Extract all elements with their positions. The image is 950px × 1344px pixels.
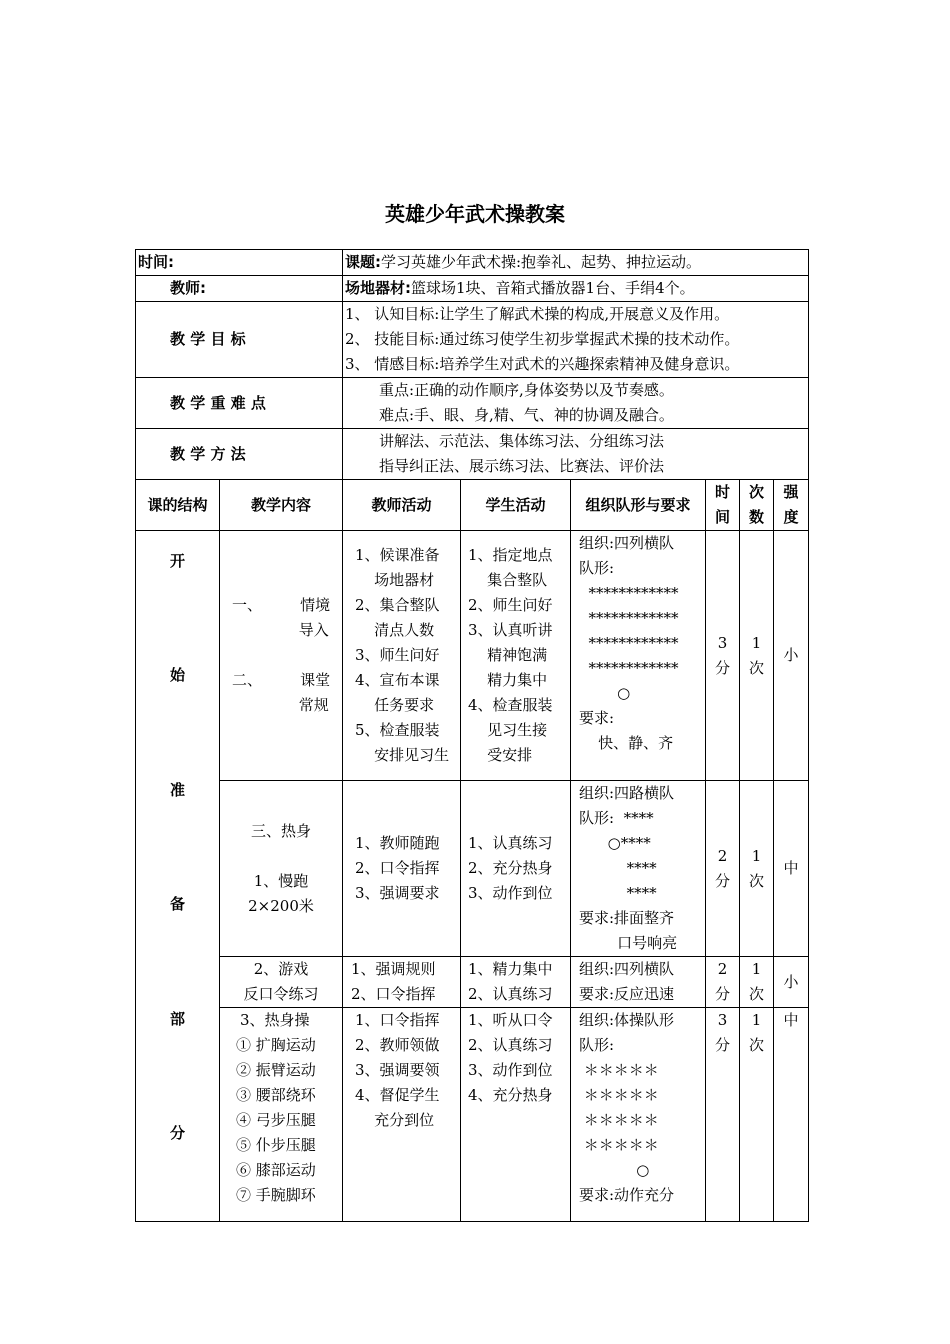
content-cell: 3、热身操 ① 扩胸运动 ② 振臂运动 ③ 腰部绕环 ④ 弓步压腿 ⑤ 仆步压腿 ⑥ 膝部运动 ⑦ 手腕脚环: [220, 1008, 343, 1222]
keypoints-row: [136, 378, 809, 429]
teacher-venue-row: [136, 276, 809, 302]
methods-cell: [343, 429, 809, 480]
goal-item: 1、 认知目标:让学生了解武术操的构成,开展意义及作用。: [345, 305, 730, 323]
page-title: 英雄少年武术操教案: [385, 202, 565, 226]
teacher-activity-cell: 1、强调规则 2、口令指挥: [343, 957, 461, 1008]
topic-cell: [343, 250, 809, 276]
methods-label: 教 学 方 法: [136, 429, 343, 480]
organization-cell: 组织:四列横队 要求:反应迅速: [571, 957, 706, 1008]
content-cell: 三、热身 1、慢跑 2×200米: [220, 781, 343, 957]
header-structure: 课的结构: [136, 480, 220, 531]
stage-cell: [136, 531, 220, 1222]
header-teacher: 教师活动: [343, 480, 461, 531]
organization-cell: 组织:四路横队 队形: **** ○**** **** **** 要求:排面整齐 口号响亮: [571, 781, 706, 957]
table-row: [136, 531, 809, 781]
methods-row: [136, 429, 809, 480]
goals-row: [136, 302, 809, 378]
venue-value: 篮球场1块、音箱式播放器1台、手绢4个。: [411, 279, 695, 297]
topic-label: 课题:: [345, 253, 381, 271]
intensity-cell: 小: [774, 531, 809, 781]
venue-cell: [343, 276, 809, 302]
time-cell: 2 分: [706, 781, 740, 957]
organization-cell: 组织:体操队形 队形: ＊＊＊＊＊ ＊＊＊＊＊ ＊＊＊＊＊ ＊＊＊＊＊ ○ 要求:动作充分: [571, 1008, 706, 1222]
student-activity-cell: 1、指定地点 集合整队 2、师生问好 3、认真听讲 精神饱满 精力集中 4、检查服装 见习生接 受安排: [461, 531, 571, 781]
table-row: [136, 781, 809, 957]
goal-item: 3、 情感目标:培养学生对武术的兴趣探索精神及健身意识。: [345, 355, 740, 373]
student-activity-cell: 1、听从口令 2、认真练习 3、动作到位 4、充分热身: [461, 1008, 571, 1222]
header-count: 次 数: [740, 480, 774, 531]
lesson-plan-table: [135, 249, 809, 1222]
count-cell: 1 次: [740, 781, 774, 957]
count-cell: 1 次: [740, 1008, 774, 1222]
content-cell: 2、游戏 反口令练习: [220, 957, 343, 1008]
count-cell: 1 次: [740, 957, 774, 1008]
count-cell: 1 次: [740, 531, 774, 781]
time-topic-row: [136, 250, 809, 276]
content-cell: 一、 情境 导入 二、 课堂 常规: [220, 531, 343, 781]
keypoint-item: 重点:正确的动作顺序,身体姿势以及节奏感。: [379, 381, 674, 399]
organization-cell: 组织:四列横队 队形: ************ ************ ************ ************ ○ 要求: 快、静、齐: [571, 531, 706, 781]
venue-label: 场地器材:: [345, 279, 411, 297]
time-cell: 3 分: [706, 531, 740, 781]
table-row: [136, 957, 809, 1008]
goal-item: 2、 技能目标:通过练习使学生初步掌握武术操的技术动作。: [345, 330, 740, 348]
teacher-label: 教师:: [136, 276, 343, 302]
time-cell: 3 分: [706, 1008, 740, 1222]
header-intensity: 强 度: [774, 480, 809, 531]
method-item: 讲解法、示范法、集体练习法、分组练习法: [379, 432, 665, 450]
keypoints-cell: [343, 378, 809, 429]
table-row: [136, 1008, 809, 1222]
student-activity-cell: 1、精力集中 2、认真练习: [461, 957, 571, 1008]
stage-label: 开 始 准 备 部 分: [169, 552, 185, 1142]
header-student: 学生活动: [461, 480, 571, 531]
teacher-activity-cell: 1、教师随跑 2、口令指挥 3、强调要求: [343, 781, 461, 957]
time-cell: 2 分: [706, 957, 740, 1008]
method-item: 指导纠正法、展示练习法、比赛法、评价法: [379, 457, 665, 475]
intensity-cell: 小: [774, 957, 809, 1008]
teacher-activity-cell: 1、候课准备 场地器材 2、集合整队 清点人数 3、师生问好 4、宣布本课 任务要求 5、检查服装 安排见习生: [343, 531, 461, 781]
keypoint-item: 难点:手、眼、身,精、气、神的协调及融合。: [379, 406, 674, 424]
teacher-activity-cell: 1、口令指挥 2、教师领做 3、强调要领 4、督促学生 充分到位: [343, 1008, 461, 1222]
keypoints-label: 教 学 重 难 点: [136, 378, 343, 429]
intensity-cell: 中: [774, 781, 809, 957]
header-content: 教学内容: [220, 480, 343, 531]
header-time: 时 间: [706, 480, 740, 531]
header-org: 组织队形与要求: [571, 480, 706, 531]
goals-label: 教 学 目 标: [136, 302, 343, 378]
goals-cell: [343, 302, 809, 378]
column-header-row: [136, 480, 809, 531]
student-activity-cell: 1、认真练习 2、充分热身 3、动作到位: [461, 781, 571, 957]
intensity-cell: 中: [774, 1008, 809, 1222]
time-label: 时间:: [136, 250, 343, 276]
topic-value: 学习英雄少年武术操:抱拳礼、起势、抻拉运动。: [381, 253, 702, 271]
